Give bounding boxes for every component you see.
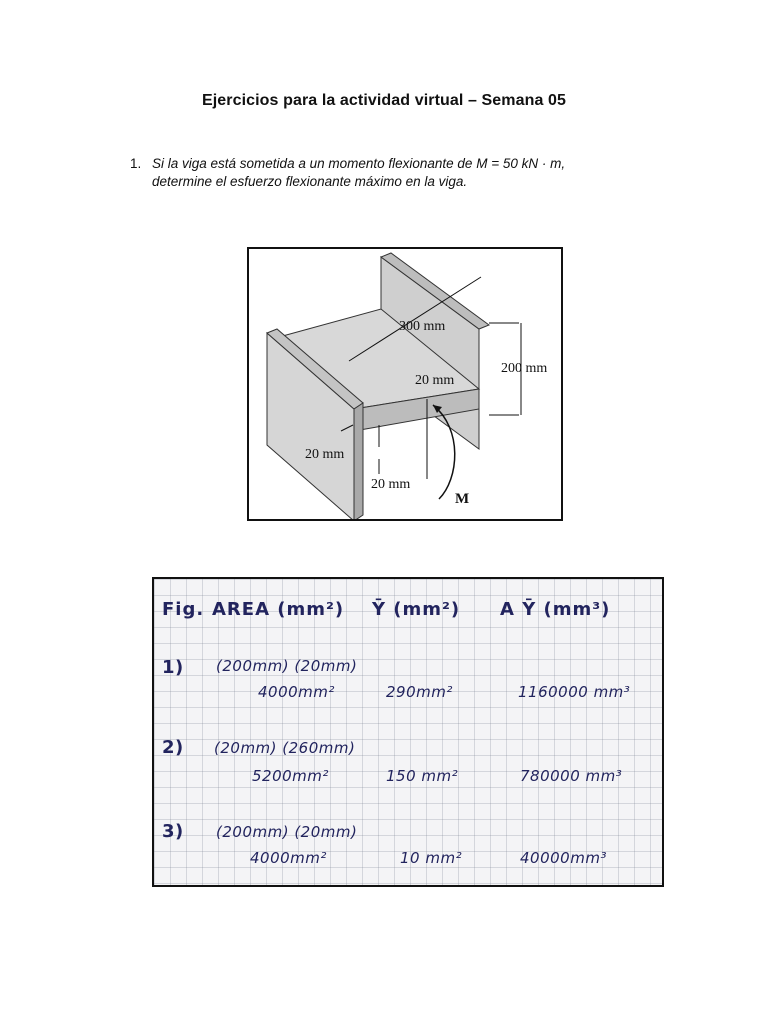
- problem-number: 1.: [130, 156, 142, 171]
- left-flange-edge: [354, 403, 363, 519]
- moment-label: M: [455, 491, 470, 507]
- row-3-ay: 40000mm³: [520, 849, 607, 867]
- handwritten-table-photo: [152, 577, 664, 887]
- row-2-ay: 780000 mm³: [520, 767, 623, 785]
- row-2-y: 150 mm²: [386, 767, 459, 785]
- page-title: Ejercicios para la actividad virtual – Semana 05: [201, 92, 567, 109]
- dim-300: 300 mm: [399, 319, 446, 334]
- row-1-ay: 1160000 mm³: [518, 683, 631, 701]
- row-3-y: 10 mm²: [400, 849, 463, 867]
- problem-line-1: Si la viga está sometida a un momento flexionante de M = 50 kN · m,: [152, 156, 566, 171]
- beam-figure: [247, 247, 563, 521]
- header-fig: Fig.: [162, 599, 205, 620]
- dim-flange-bottom-20: 20 mm: [371, 477, 411, 492]
- dim-flange-left-20: 20 mm: [305, 447, 345, 462]
- row-1-area: 4000mm²: [258, 683, 335, 701]
- problem-line-2: determine el esfuerzo flexionante máximo en la viga.: [152, 174, 468, 189]
- dim-200: 200 mm: [501, 361, 548, 376]
- row-2-area: 5200mm²: [252, 767, 329, 785]
- problem-text: [152, 155, 622, 191]
- row-1-dims: (200mm) (20mm): [216, 657, 358, 675]
- header-area: AREA (mm²): [212, 599, 345, 620]
- row-2-number: 2): [162, 737, 184, 758]
- row-1-y: 290mm²: [386, 683, 453, 701]
- row-3-area: 4000mm²: [250, 849, 327, 867]
- row-2-dims: (20mm) (260mm): [214, 739, 356, 757]
- row-3-dims: (200mm) (20mm): [216, 823, 358, 841]
- header-y: Ȳ (mm²): [372, 599, 461, 620]
- row-1-number: 1): [162, 657, 184, 678]
- dim-web-20: 20 mm: [415, 373, 455, 388]
- header-ay: A Ȳ (mm³): [500, 599, 611, 620]
- row-3-number: 3): [162, 821, 184, 842]
